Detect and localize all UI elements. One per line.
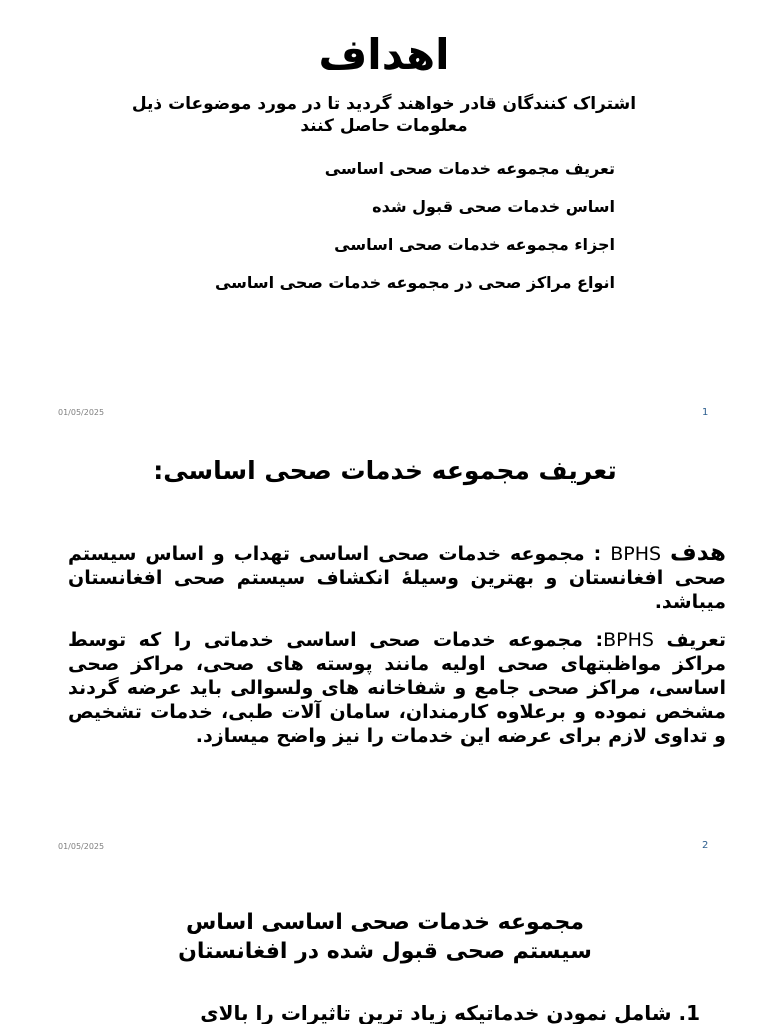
paragraph-definition	[68, 628, 726, 748]
list-item	[123, 188, 623, 226]
paragraph-lead: تعریف	[666, 629, 726, 651]
numbered-item	[100, 999, 700, 1024]
slide-date: 01/05/2025	[58, 408, 105, 417]
slide-date: 01/05/2025	[58, 842, 105, 851]
slide-title: تعریف مجموعه خدمات صحی اساسی:	[153, 456, 617, 485]
paragraph-goal	[68, 541, 726, 614]
bphs-code: BPHS	[603, 629, 654, 651]
slide-page-number: 2	[702, 840, 709, 851]
paragraph-body: : مجموعه خدمات صحی اساسی تهداب و اساس سیستم صحی افغانستان و بهترین وسیلۀ انکشاف سیستم صحی افغانستان میباشد.	[68, 543, 726, 613]
item-number: 1.	[678, 1001, 700, 1024]
list-item	[123, 150, 623, 188]
slide-title: مجموعه خدمات صحی اساسی اساس سیستم صحی قبول شده در افغانستان	[178, 910, 592, 964]
list-item	[123, 264, 623, 302]
slide-title: اهداف	[318, 30, 450, 79]
list-item-text: اساس خدمات صحی قبول شده	[372, 197, 615, 216]
slide-intro-text: اشتراک کنندگان قادر خواهند گردید تا در مورد موضوعات ذیل معلومات حاصل کنند	[131, 94, 637, 136]
list-item	[123, 226, 623, 264]
item-text: شامل نمودن خدماتیکه زیاد ترین تاثیرات را بالای	[200, 1001, 672, 1024]
paragraph-body: : مجموعه خدمات صحی اساسی خدماتی را که توسط مراکز مواظبتهای صحی اولیه مانند پوسته های صحی، مراکز صحی اساسی، مراکز صحی جامع و شفاخانه های ولسوالی باید عرضه گردند مشخص نموده و برعلاوه کارمندان، سامان آلات طبی، خدمات تشخیص و تداوی لازم برای عرضه این خدمات را نیز واضح میسازد.	[68, 629, 726, 747]
slide-1	[0, 0, 768, 430]
list-item-text: تعریف مجموعه خدمات صحی اساسی	[324, 159, 615, 178]
paragraph-lead: هدف	[670, 540, 726, 566]
list-item-text: اجزاء مجموعه خدمات صحی اساسی	[334, 235, 615, 254]
slide-page-number: 1	[702, 407, 709, 418]
bphs-code: BPHS	[610, 543, 662, 565]
list-item-text: انواع مراکز صحی در مجموعه خدمات صحی اساسی	[214, 273, 615, 292]
objectives-list	[123, 150, 623, 302]
